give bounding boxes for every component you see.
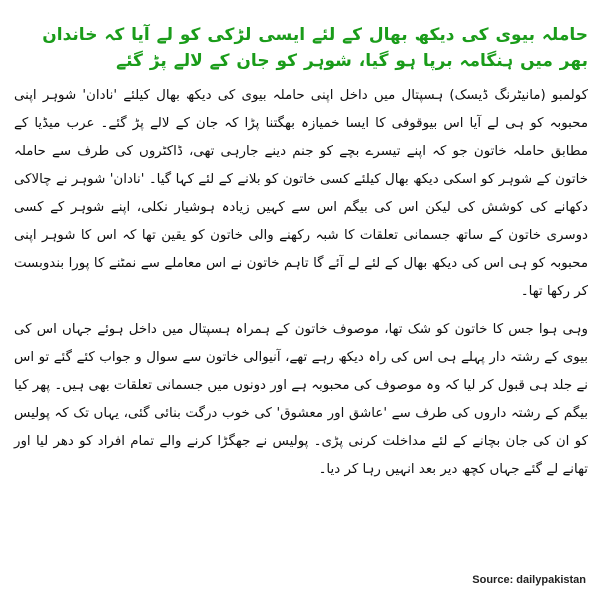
source-credit: Source: dailypakistan xyxy=(472,574,586,586)
article-paragraph-2: وہی ہوا جس کا خاتون کو شک تھا، موصوف خاتون کے ہمراہ ہسپتال میں داخل ہوئے جہاں اس کی بیوی کے رشتہ دار پہلے ہی اس کی راہ دیکھ رہے تھے، آنیوالی خاتون سے سوال و جواب کئے گئے تو اس نے جلد ہی قبول کر لیا کہ وہ موصوف کی محبوبہ ہے اور دونوں میں جسمانی تعلقات بھی ہیں۔ پھر کیا بیگم کے رشتہ داروں کی طرف سے 'عاشق اور معشوق' کی خوب درگت بنائی گئی، یہاں تک کہ پولیس کو ان کی جان بچانے کے لئے مداخلت کرنی پڑی۔ پولیس نے جھگڑا کرنے والے تمام افراد کو دھر لیا اور تھانے لے گئے جہاں کچھ دیر بعد انہیں رہا کر دیا۔ xyxy=(14,322,588,477)
article-headline: حاملہ بیوی کی دیکھ بھال کے لئے ایسی لڑکی کو لے آیا کہ خاندان بھر میں ہنگامہ برپا ہو گیا، شوہر کو جان کے لالے پڑ گئے xyxy=(42,25,588,71)
article-paragraph-1: کولمبو (مانیٹرنگ ڈیسک) ہسپتال میں داخل اپنی حاملہ بیوی کی دیکھ بھال کیلئے 'نادان' شوہر اپنی محبوبہ کو ہی لے آیا اس بیوقوفی کا ایسا خمیازہ بھگتنا پڑا کہ جان کے لالے پڑ گئے۔ عرب میڈیا کے مطابق حاملہ خاتون جو کہ اپنے تیسرے بچے کو جنم دینے جارہی تھی، ڈاکٹروں کی طرف سے حاملہ خاتون کے شوہر کو اسکی دیکھ بھال کیلئے کسی خاتون کو بلانے کے لئے کہا گیا۔ 'نادان' شوہر نے چالاکی دکھانے کی کوشش کی لیکن اس کی بیگم اس سے کہیں زیادہ ہوشیار نکلی، اپنے شوہر کے کسی دوسری خاتون کے ساتھ جسمانی تعلقات کا شبہ رکھنے والی خاتون کو یقین تھا کہ اس کا شوہر اپنی محبوبہ کو ہی اس کی دیکھ بھال کے لئے لے آئے گا تاہم خاتون نے اس معاملے سے نمٹنے کا پورا بندوبست کر رکھا تھا۔ xyxy=(14,88,588,299)
